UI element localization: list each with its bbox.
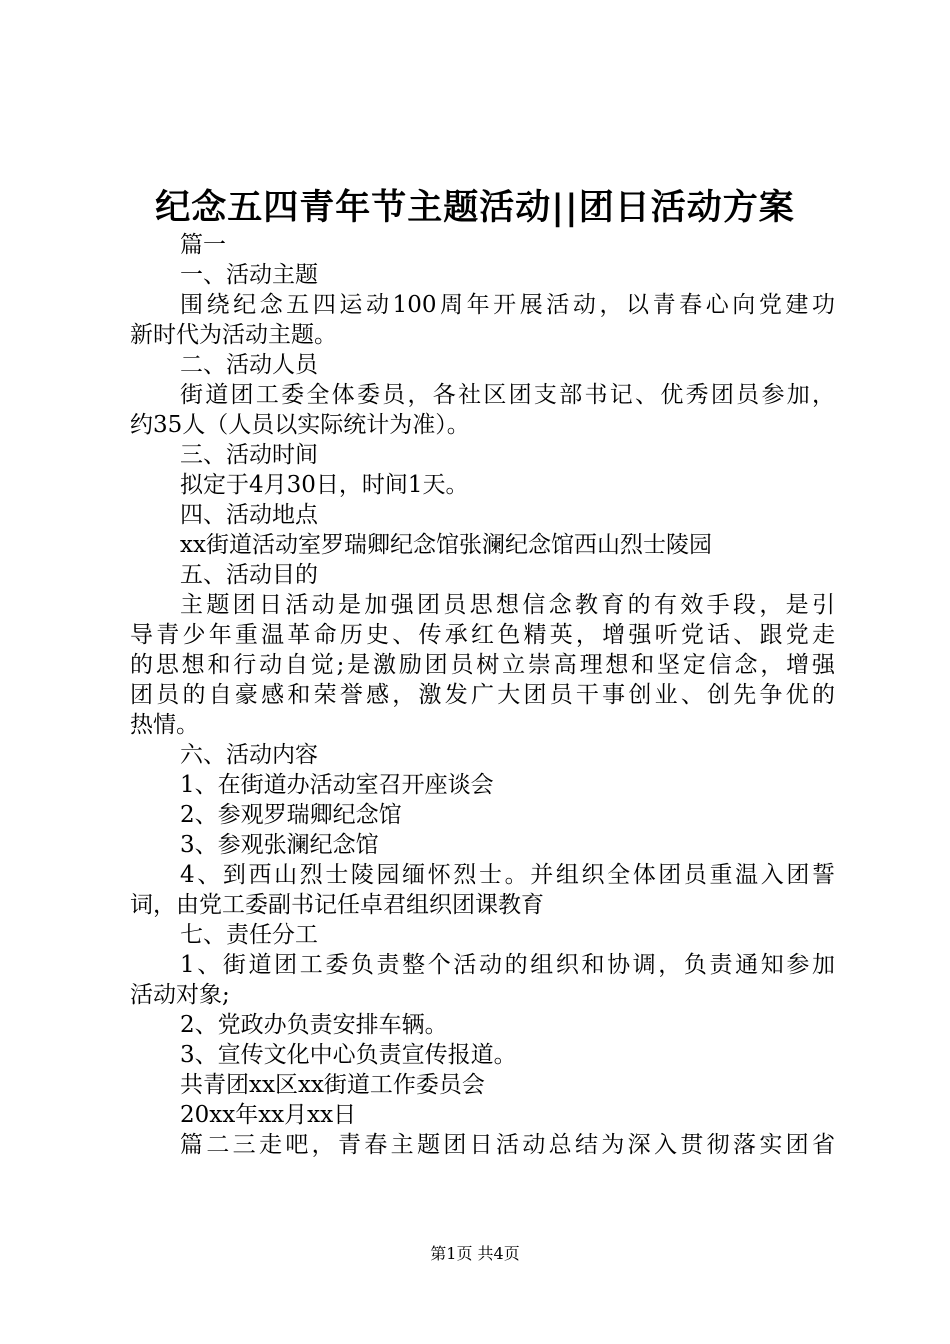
body-line: 3、参观张澜纪念馆 xyxy=(180,832,379,858)
body-line: 活动对象; xyxy=(130,982,230,1008)
body-line: 篇二三走吧，青春主题团日活动总结为深入贯彻落实团省 xyxy=(180,1132,835,1158)
body-line: 导青少年重温革命历史、传承红色精英，增强听党话、跟党走 xyxy=(130,622,835,648)
body-line: xx街道活动室罗瑞卿纪念馆张澜纪念馆西山烈士陵园 xyxy=(180,532,712,558)
body-line: 新时代为活动主题。 xyxy=(130,322,337,348)
body-line: 20xx年xx月xx日 xyxy=(180,1102,357,1128)
body-line: 约35人（人员以实际统计为准）。 xyxy=(130,412,470,438)
page-footer: 第1页 共4页 xyxy=(430,1244,520,1263)
body-line: 四、活动地点 xyxy=(180,502,318,528)
body-line: 拟定于4月30日，时间1天。 xyxy=(180,472,469,498)
body-line: 街道团工委全体委员，各社区团支部书记、优秀团员参加， xyxy=(180,382,835,408)
body-line: 的思想和行动自觉;是激励团员树立崇高理想和坚定信念，增强 xyxy=(130,652,835,678)
document-title: 纪念五四青年节主题活动||团日活动方案 xyxy=(155,187,795,228)
body-line: 热情。 xyxy=(130,712,199,738)
body-line: 主题团日活动是加强团员思想信念教育的有效手段，是引 xyxy=(180,592,835,618)
body-line: 三、活动时间 xyxy=(180,442,318,468)
body-line: 团员的自豪感和荣誉感，激发广大团员干事创业、创先争优的 xyxy=(130,682,835,708)
body-line: 七、责任分工 xyxy=(180,922,318,948)
body-line: 围绕纪念五四运动100周年开展活动，以青春心向党建功 xyxy=(180,292,835,318)
body-line: 词，由党工委副书记任卓君组织团课教育 xyxy=(130,892,544,918)
body-line: 二、活动人员 xyxy=(180,352,318,378)
body-line: 2、党政办负责安排车辆。 xyxy=(180,1012,448,1038)
body-line: 五、活动目的 xyxy=(180,562,318,588)
body-line: 4、到西山烈士陵园缅怀烈士。并组织全体团员重温入团誓 xyxy=(180,862,835,888)
body-line: 1、在街道办活动室召开座谈会 xyxy=(180,772,494,798)
body-line: 2、参观罗瑞卿纪念馆 xyxy=(180,802,402,828)
body-line: 篇一 xyxy=(180,232,226,258)
body-line: 共青团xx区xx街道工作委员会 xyxy=(180,1072,485,1098)
body-line: 一、活动主题 xyxy=(180,262,318,288)
body-line: 1、街道团工委负责整个活动的组织和协调，负责通知参加 xyxy=(180,952,835,978)
body-line: 3、宣传文化中心负责宣传报道。 xyxy=(180,1042,517,1068)
document-body xyxy=(130,230,835,1160)
body-line: 六、活动内容 xyxy=(180,742,318,768)
